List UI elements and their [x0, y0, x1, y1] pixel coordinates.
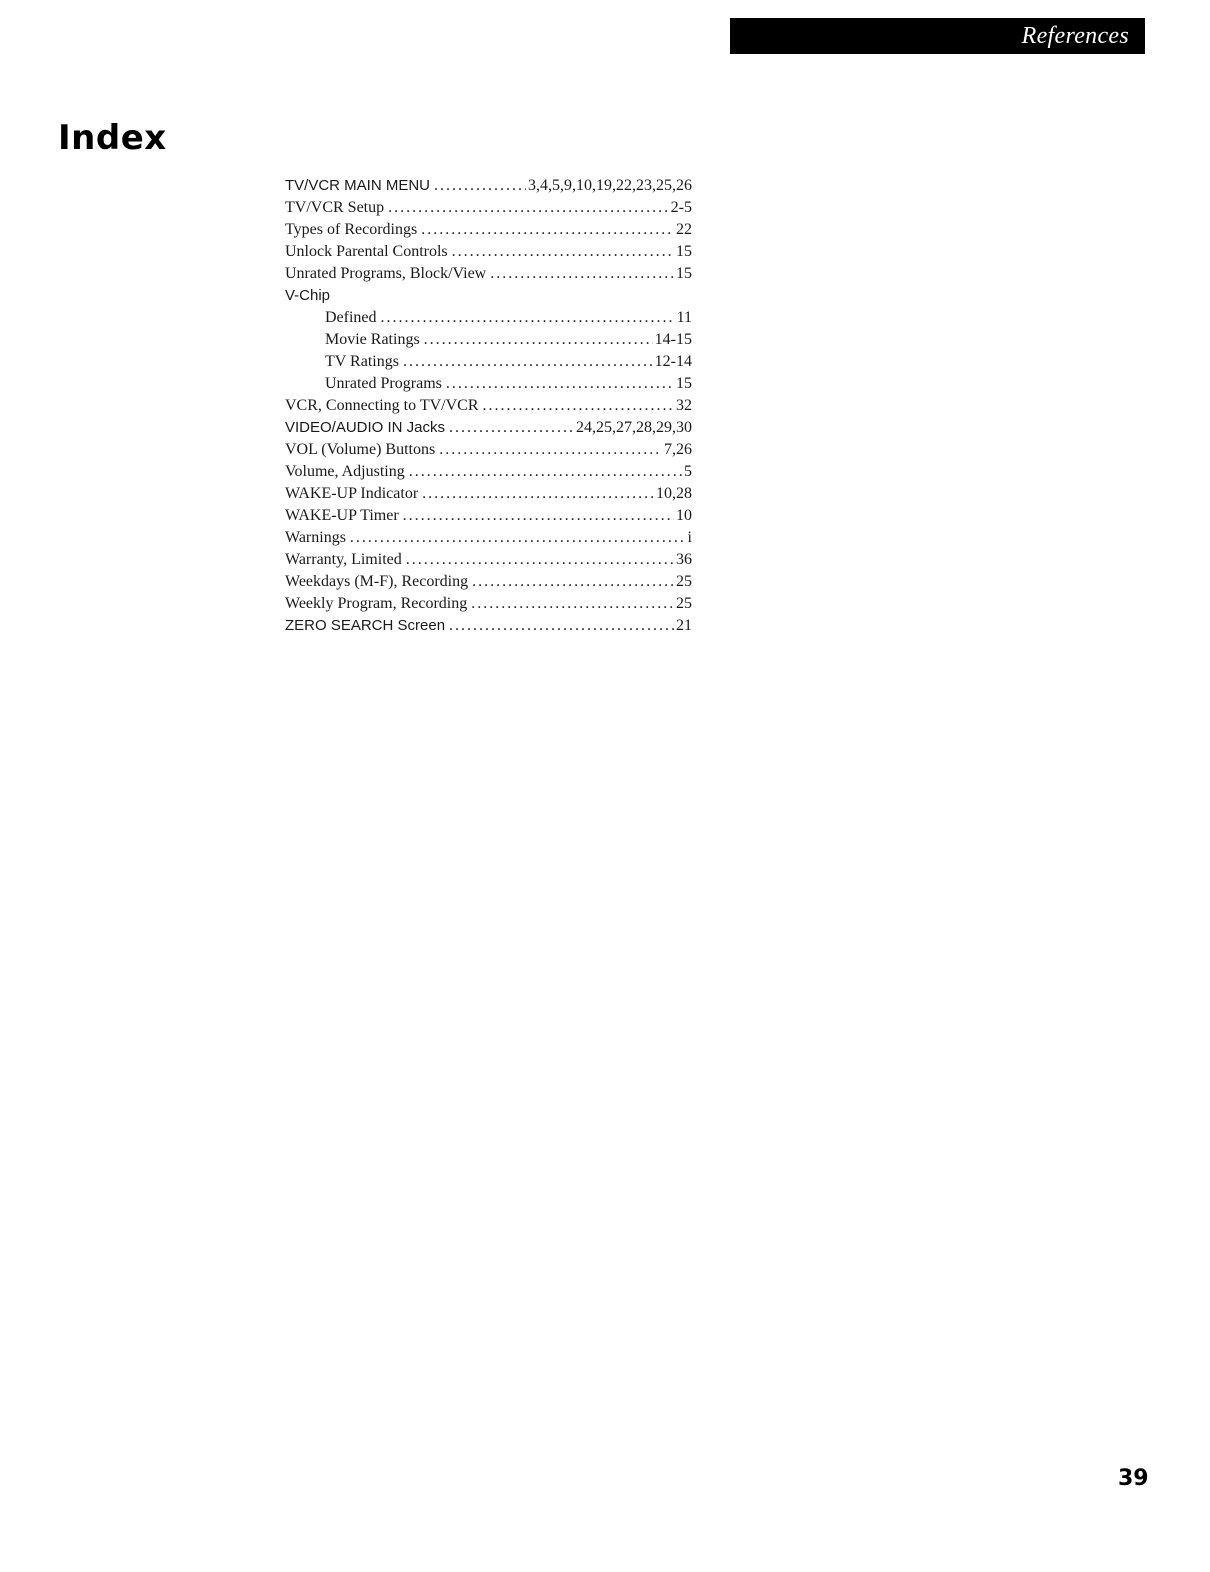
index-term: Unlock Parental Controls	[285, 243, 448, 260]
index-pages: 15	[676, 265, 692, 282]
index-term: Unrated Programs, Block/View	[285, 265, 487, 282]
index-term: Types of Recordings	[285, 221, 418, 238]
index-pages: 36	[676, 551, 692, 568]
dot-leader	[403, 351, 653, 373]
index-pages: 24,25,27,28,29,30	[576, 419, 692, 436]
dot-leader	[421, 219, 674, 241]
dot-leader	[381, 307, 675, 329]
index-pages: 25	[676, 595, 692, 612]
dot-leader	[446, 373, 674, 395]
index-term: V-Chip	[285, 287, 331, 304]
index-term: Unrated Programs	[325, 375, 442, 392]
dot-leader	[452, 241, 674, 263]
page-title: Index	[58, 118, 167, 158]
index-entry-heading	[285, 285, 692, 307]
section-header-bar	[730, 18, 1145, 54]
index-term: TV/VCR MAIN MENU	[285, 177, 431, 194]
index-entry	[285, 615, 692, 637]
index-entry	[285, 593, 692, 615]
index-pages: 7,26	[664, 441, 692, 458]
dot-leader	[472, 571, 674, 593]
index-entry	[285, 483, 692, 505]
index-pages: 3,4,5,9,10,19,22,23,25,26	[528, 177, 692, 194]
index-term: Movie Ratings	[325, 331, 420, 348]
index-term: Volume, Adjusting	[285, 463, 405, 480]
index-entry	[285, 549, 692, 571]
index-subentry	[285, 329, 692, 351]
index-term: Warranty, Limited	[285, 551, 402, 568]
index-entry	[285, 197, 692, 219]
index-term: VCR, Connecting to TV/VCR	[285, 397, 479, 414]
index-entry	[285, 461, 692, 483]
index-subentry	[285, 307, 692, 329]
index-entry	[285, 439, 692, 461]
index-term: Weekdays (M-F), Recording	[285, 573, 469, 590]
dot-leader	[471, 593, 674, 615]
index-entry	[285, 395, 692, 417]
index-entry	[285, 241, 692, 263]
index-entry	[285, 219, 692, 241]
dot-leader	[406, 549, 674, 571]
index-term: Weekly Program, Recording	[285, 595, 468, 612]
index-pages: 2-5	[670, 199, 692, 216]
dot-leader	[350, 527, 686, 549]
index-entry	[285, 417, 692, 439]
index-entry	[285, 175, 692, 197]
index-entry	[285, 571, 692, 593]
dot-leader	[424, 329, 653, 351]
index-term: WAKE-UP Indicator	[285, 485, 419, 502]
index-subentry	[285, 373, 692, 395]
page-number: 39	[1118, 1466, 1149, 1491]
dot-leader	[388, 197, 669, 219]
section-label: References	[1021, 22, 1129, 49]
index-pages: 11	[676, 309, 692, 326]
index-term: ZERO SEARCH Screen	[285, 617, 446, 634]
index-pages: 25	[676, 573, 692, 590]
dot-leader	[449, 615, 674, 637]
index-pages: 21	[676, 617, 692, 634]
index-pages: i	[687, 529, 692, 546]
index-entry	[285, 527, 692, 549]
index-pages: 14-15	[654, 331, 692, 348]
dot-leader	[449, 417, 574, 439]
index-subentry	[285, 351, 692, 373]
index-pages: 5	[684, 463, 692, 480]
index-term: Defined	[325, 309, 377, 326]
dot-leader	[409, 461, 682, 483]
index-pages: 10,28	[656, 485, 692, 502]
index-term: Warnings	[285, 529, 346, 546]
index-pages: 32	[676, 397, 692, 414]
dot-leader	[439, 439, 662, 461]
index-entry	[285, 263, 692, 285]
dot-leader	[434, 175, 526, 197]
index-pages: 15	[676, 243, 692, 260]
index-term: VOL (Volume) Buttons	[285, 441, 436, 458]
index-pages: 15	[676, 375, 692, 392]
index-term: TV/VCR Setup	[285, 199, 385, 216]
dot-leader	[490, 263, 674, 285]
index-term: TV Ratings	[325, 353, 399, 370]
index-pages: 12-14	[654, 353, 692, 370]
dot-leader	[422, 483, 654, 505]
index-pages: 22	[676, 221, 692, 238]
index-term: VIDEO/AUDIO IN Jacks	[285, 419, 446, 436]
dot-leader	[483, 395, 675, 417]
index-entry	[285, 505, 692, 527]
index-term: WAKE-UP Timer	[285, 507, 399, 524]
dot-leader	[403, 505, 674, 527]
index-pages: 10	[676, 507, 692, 524]
index-list	[285, 175, 692, 637]
